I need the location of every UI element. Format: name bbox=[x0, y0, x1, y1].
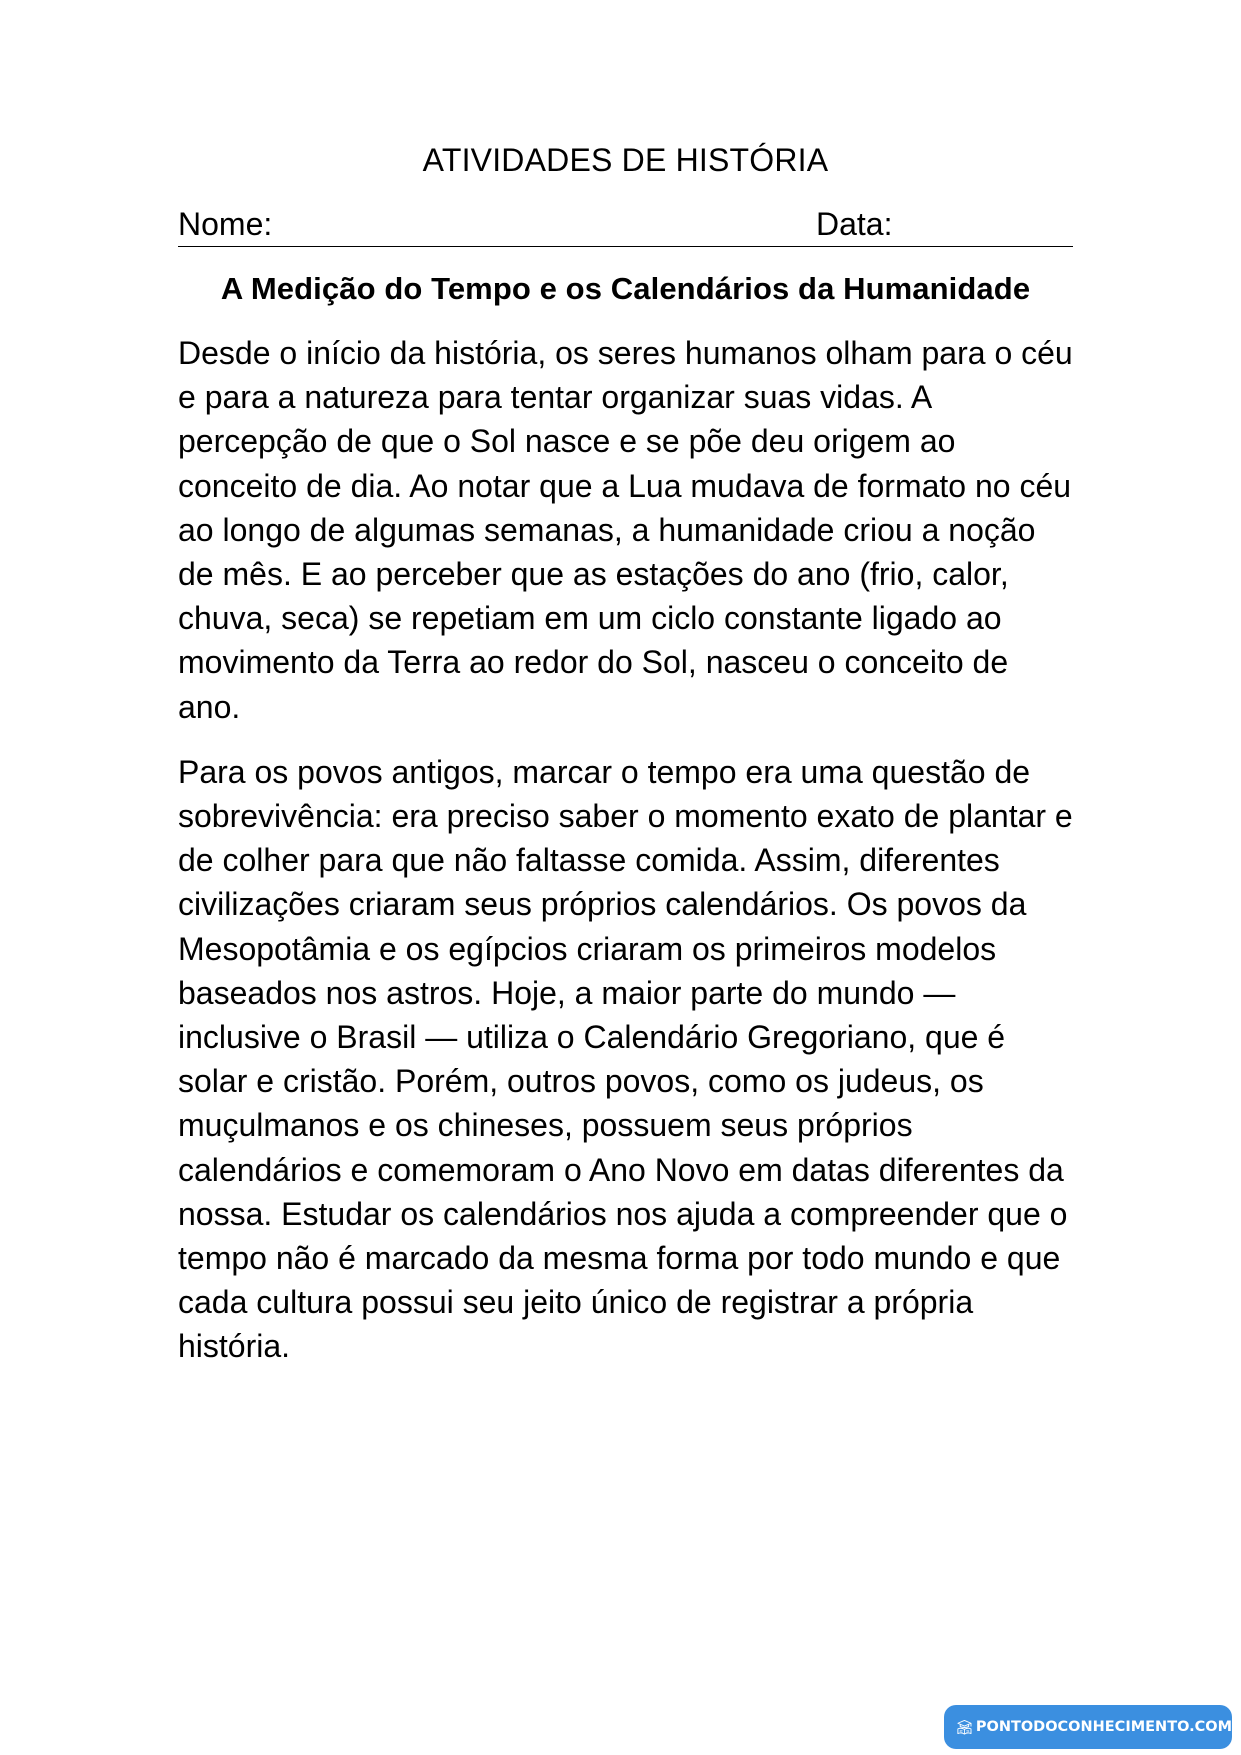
date-label: Data: bbox=[816, 206, 893, 242]
student-info-row bbox=[178, 206, 1073, 247]
article-paragraph-1: Desde o início da história, os seres humanos olham para o céu e para a natureza para tentar organizar suas vidas. A percepção de que o Sol nasce e se põe deu origem ao conceito de dia. Ao notar que a Lua mudava de formato no céu ao longo de algumas semanas, a humanidade criou a noção de mês. E ao perceber que as estações do ano (frio, calor, chuva, seca) se repetiam em um ciclo constante ligado ao movimento da Terra ao redor do Sol, nasceu o conceito de ano. bbox=[178, 335, 1073, 725]
article-title: A Medição do Tempo e os Calendários da Humanidade bbox=[220, 271, 1031, 306]
graduation-cap-book-icon bbox=[956, 1710, 973, 1744]
article-paragraph-2: Para os povos antigos, marcar o tempo era uma questão de sobrevivência: era preciso saber o momento exato de plantar e de colher para que não faltasse comida. Assim, diferentes civilizações criaram seus próprios calendários. Os povos da Mesopotâmia e os egípcios criaram os primeiros modelos baseados nos astros. Hoje, a maior parte do mundo — inclusive o Brasil — utiliza o Calendário Gregoriano, que é solar e cristão. Porém, outros povos, como os judeus, os muçulmanos e os chineses, possuem seus próprios calendários e comemoram o Ano Novo em datas diferentes da nossa. Estudar os calendários nos ajuda a compreender que o tempo não é marcado da mesma forma por todo mundo e que cada cultura possui seu jeito único de registrar a própria história. bbox=[178, 753, 1073, 1365]
brand-text: PONTODOCONHECIMENTO.COM bbox=[975, 1719, 1232, 1735]
brand-badge[interactable] bbox=[944, 1705, 1232, 1749]
name-label: Nome: bbox=[178, 206, 273, 242]
worksheet bbox=[178, 140, 1073, 1369]
worksheet-title: ATIVIDADES DE HISTÓRIA bbox=[422, 142, 829, 178]
